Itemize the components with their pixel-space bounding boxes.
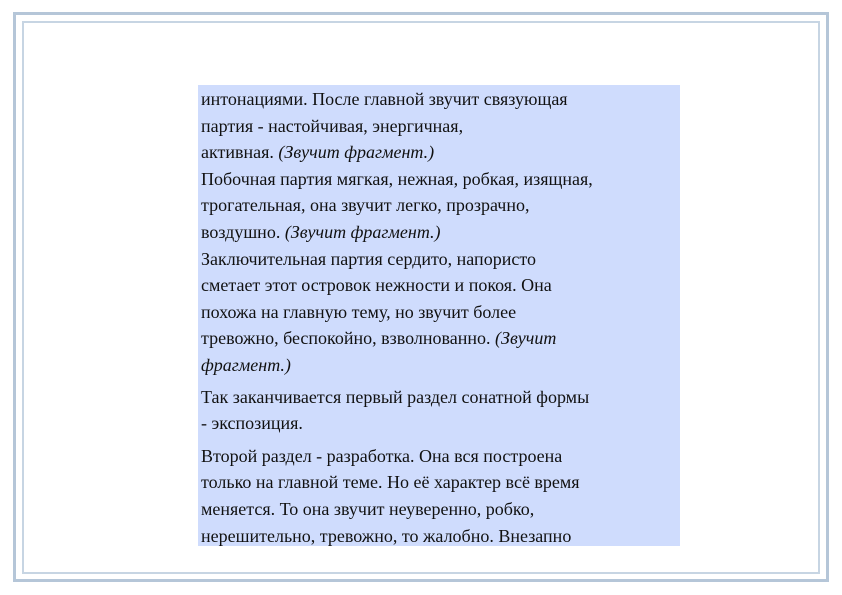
line-text: похожа на главную тему, но звучит более [201,301,517,322]
line-text: нерешительно, тревожно, то жалобно. Внезапно [201,525,572,546]
paragraph-development [201,443,680,546]
line-text: Побочная партия мягкая, нежная, робкая, изящная, [201,168,593,189]
paragraph-closing-part [201,246,680,379]
text-line [201,299,680,326]
line-text: трогательная, она звучит легко, прозрачно, [201,195,530,216]
line-text: тревожно, беспокойно, взволнованно. [201,328,496,349]
text-line [201,352,680,379]
text-line [201,219,680,246]
text-line [201,86,680,113]
paragraph-secondary-part [201,166,680,246]
line-text: - экспозиция. [201,413,303,434]
line-text: Заключительная партия сердито, напористо [201,248,536,269]
fragment-note: (Звучит [495,328,557,349]
line-text: меняется. То она звучит неуверенно, робко, [201,498,535,519]
text-line [201,496,680,523]
fragment-note: фрагмент.) [201,354,291,375]
text-line [201,113,680,140]
fragment-note: (Звучит фрагмент.) [284,221,441,242]
text-line [201,410,680,437]
text-line [201,246,680,273]
text-line [201,325,680,352]
slide-text-box [198,85,680,546]
line-text: воздушно. [201,221,285,242]
text-line [201,469,680,496]
paragraph-exposition-end [201,384,680,437]
line-text: интонациями. После главной звучит связующая [201,89,568,109]
fragment-note: (Звучит фрагмент.) [278,142,435,163]
text-line [201,192,680,219]
line-text: Так заканчивается первый раздел сонатной формы [201,386,590,407]
text-line [201,384,680,411]
text-line [201,139,680,166]
text-line [201,166,680,193]
text-line [201,272,680,299]
line-text: только на главной теме. Но её характер всё время [201,472,580,493]
line-text: активная. [201,142,279,163]
paragraph-connecting-part [201,86,680,166]
text-line [201,443,680,470]
line-text: партия - настойчивая, энергичная, [201,115,464,136]
text-line [201,523,680,547]
line-text: Второй раздел - разработка. Она вся построена [201,445,563,466]
line-text: сметает этот островок нежности и покоя. Она [201,275,552,296]
